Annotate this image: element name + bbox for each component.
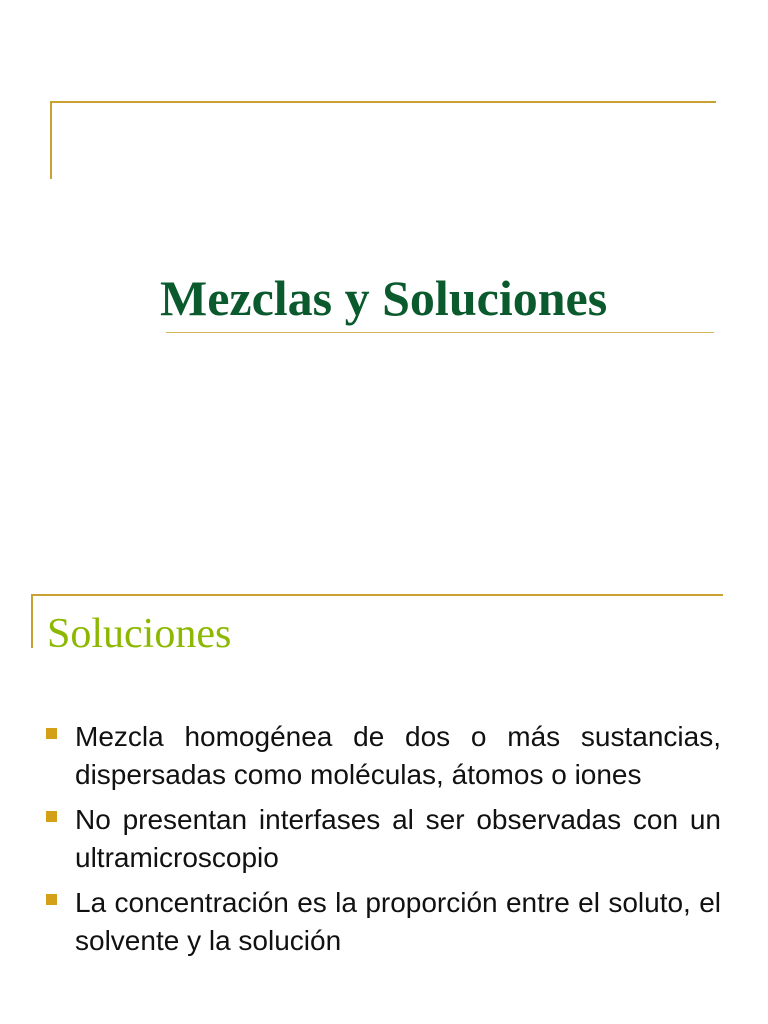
square-bullet-icon [46,728,57,739]
bullet-text: No presentan interfases al ser observadas con un ultramicroscopio [75,804,721,873]
square-bullet-icon [46,811,57,822]
content-slide [0,512,768,1024]
list-item [45,801,721,877]
list-item [45,718,721,794]
bullet-text: La concentración es la proporción entre el soluto, el solvente y la solución [75,887,721,956]
bullet-text: Mezcla homogénea de dos o más sustancias, dispersadas como moléculas, átomos o iones [75,721,721,790]
slide-title: Mezclas y Soluciones [160,270,608,326]
slide-frame-top-line [50,101,716,103]
title-underline [166,332,714,333]
section-title: Soluciones [47,611,232,657]
bullet-list [45,718,721,967]
list-item [45,884,721,960]
slide-frame-left-line [50,101,52,179]
square-bullet-icon [46,894,57,905]
slide-frame-left-line [31,594,33,648]
slide-frame-top-line [31,594,723,596]
